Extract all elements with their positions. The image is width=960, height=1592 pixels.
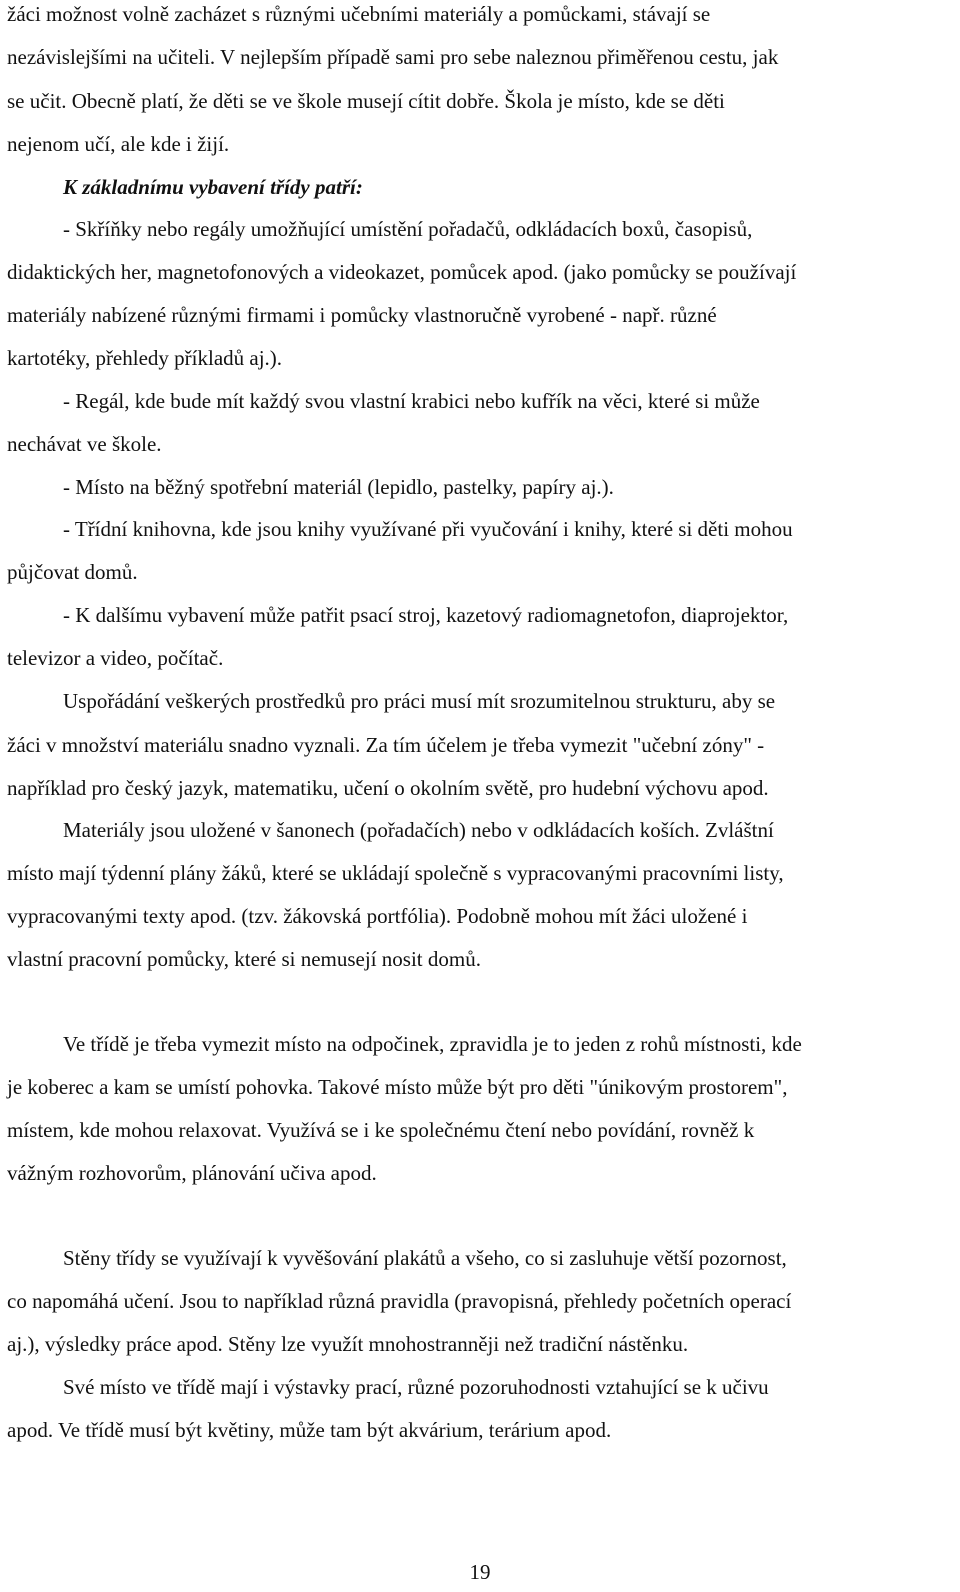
text-line: Uspořádání veškerých prostředků pro práci musí mít srozumitelnou strukturu, aby se <box>63 689 776 713</box>
text-line: - Regál, kde bude mít každý svou vlastní krabici nebo kufřík na věci, které si může <box>63 389 760 413</box>
text-line: - Skříňky nebo regály umožňující umístění pořadačů, odkládacích boxů, časopisů, <box>63 217 753 241</box>
section-heading: K základnímu vybavení třídy patří: <box>63 175 363 199</box>
text-line: vlastní pracovní pomůcky, které si nemusejí nosit domů. <box>7 947 481 971</box>
text-line: - K dalšímu vybavení může patřit psací stroj, kazetový radiomagnetofon, diaprojektor, <box>63 603 789 627</box>
text-line: Své místo ve třídě mají i výstavky prací, různé pozoruhodnosti vztahující se k učivu <box>63 1375 769 1399</box>
text-line: Ve třídě je třeba vymezit místo na odpočinek, zpravidla je to jeden z rohů místnosti, kde <box>63 1032 802 1056</box>
text-line: didaktických her, magnetofonových a videokazet, pomůcek apod. (jako pomůcky se používají <box>7 260 797 284</box>
text-line: kartotéky, přehledy příkladů aj.). <box>7 346 283 370</box>
text-line: žáci v množství materiálu snadno vyznali. Za tím účelem je třeba vymezit "učební zóny" - <box>7 733 765 757</box>
text-line: co napomáhá učení. Jsou to například různá pravidla (pravopisná, přehledy početních operací <box>7 1289 792 1313</box>
text-line: materiály nabízené různými firmami i pomůcky vlastnoručně vyrobené - např. různé <box>7 303 717 327</box>
text-line: vypracovanými texty apod. (tzv. žákovská portfólia). Podobně mohou mít žáci uložené i <box>7 904 748 928</box>
text-line: - Třídní knihovna, kde jsou knihy využívané při vyučování i knihy, které si děti mohou <box>63 517 793 541</box>
text-line: apod. Ve třídě musí být květiny, může tam být akvárium, terárium apod. <box>7 1418 612 1442</box>
text-line: nechávat ve škole. <box>7 432 162 456</box>
text-line: Materiály jsou uložené v šanonech (pořadačích) nebo v odkládacích koších. Zvláštní <box>63 818 774 842</box>
text-line: televizor a video, počítač. <box>7 646 224 670</box>
text-line: žáci možnost volně zacházet s různými učebními materiály a pomůckami, stávají se <box>7 2 711 26</box>
text-line: aj.), výsledky práce apod. Stěny lze využít mnohostranněji než tradiční nástěnku. <box>7 1332 689 1356</box>
text-line: místo mají týdenní plány žáků, které se ukládají společně s vypracovanými pracovními listy, <box>7 861 784 885</box>
text-line: nezávislejšími na učiteli. V nejlepším případě sami pro sebe naleznou přiměřenou cestu, jak <box>7 45 779 69</box>
text-line: se učit. Obecně platí, že děti se ve škole musejí cítit dobře. Škola je místo, kde se děti <box>7 89 725 113</box>
text-line: místem, kde mohou relaxovat. Využívá se i ke společnému čtení nebo povídání, rovněž k <box>7 1118 755 1142</box>
text-line: vážným rozhovorům, plánování učiva apod. <box>7 1161 377 1185</box>
text-line: Stěny třídy se využívají k vyvěšování plakátů a všeho, co si zasluhuje větší pozornost, <box>63 1246 787 1270</box>
text-line: nejenom učí, ale kde i žijí. <box>7 132 230 156</box>
text-line: například pro český jazyk, matematiku, učení o okolním světě, pro hudební výchovu apod. <box>7 776 769 800</box>
page-number: 19 <box>469 1560 491 1584</box>
text-line: půjčovat domů. <box>7 560 138 584</box>
text-line: je koberec a kam se umístí pohovka. Takové místo může být pro děti "únikovým prostorem", <box>7 1075 788 1099</box>
text-line: - Místo na běžný spotřební materiál (lepidlo, pastelky, papíry aj.). <box>63 475 614 499</box>
